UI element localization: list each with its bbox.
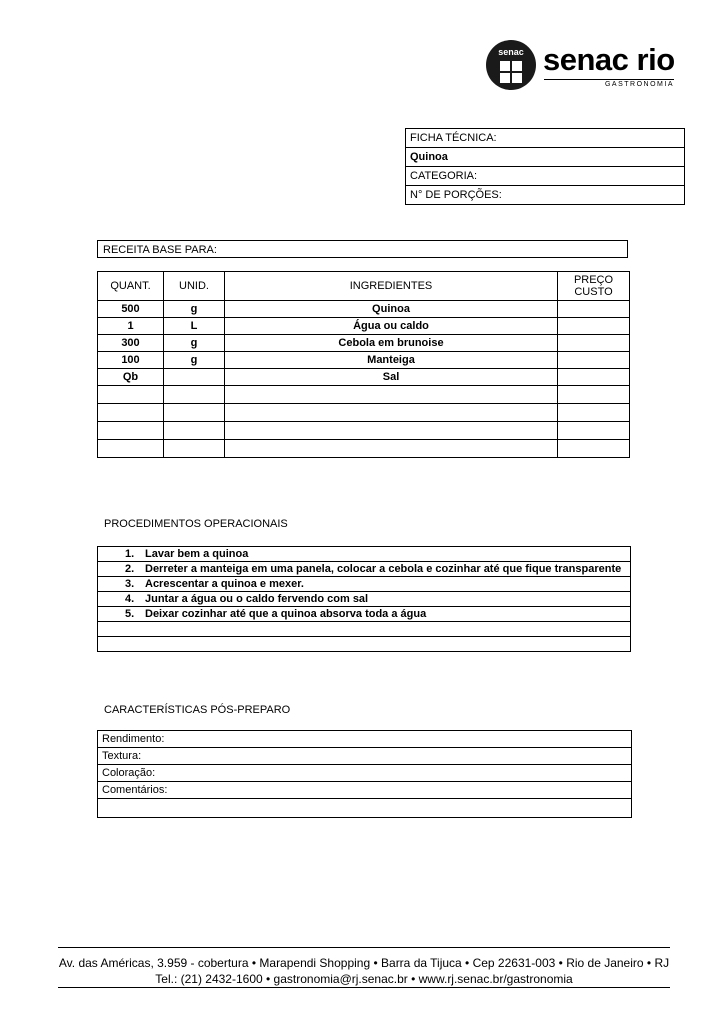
list-item xyxy=(98,607,631,622)
cell-preco xyxy=(558,369,630,386)
cell-unid: g xyxy=(164,335,225,352)
step-number: 3. xyxy=(125,578,135,590)
cell-ingrediente: Quinoa xyxy=(225,301,558,318)
list-item xyxy=(98,562,631,577)
cell-unid: g xyxy=(164,352,225,369)
ficha-title: FICHA TÉCNICA: xyxy=(406,129,685,148)
table-row xyxy=(98,352,630,369)
list-item xyxy=(98,547,631,562)
textura-label: Textura: xyxy=(98,748,632,765)
table-row-empty xyxy=(98,386,630,404)
ficha-tecnica-table xyxy=(405,128,685,205)
cell-unid: g xyxy=(164,301,225,318)
procedimentos-table xyxy=(97,546,631,652)
footer-divider-bottom xyxy=(58,987,670,988)
cell-unid: L xyxy=(164,318,225,335)
procedimentos-title: PROCEDIMENTOS OPERACIONAIS xyxy=(104,518,288,530)
list-item xyxy=(98,592,631,607)
cell-preco xyxy=(558,301,630,318)
footer-address: Av. das Américas, 3.959 - cobertura • Marapendi Shopping • Barra da Tijuca • Cep 22631-003 • Rio de Janeiro • RJ xyxy=(58,956,670,970)
cell-quant: 300 xyxy=(98,335,164,352)
header-quant: QUANT. xyxy=(98,272,164,301)
ingredients-table xyxy=(97,271,630,458)
caracteristicas-table xyxy=(97,730,632,818)
cell-unid xyxy=(164,369,225,386)
table-row-empty xyxy=(98,404,630,422)
ingredients-header-row xyxy=(98,272,630,301)
list-item xyxy=(98,782,632,799)
logo-emblem-icon xyxy=(486,40,536,90)
step-number: 5. xyxy=(125,608,135,620)
step-number: 4. xyxy=(125,593,135,605)
ficha-categoria: CATEGORIA: xyxy=(406,167,685,186)
list-item xyxy=(98,731,632,748)
footer-contact: Tel.: (21) 2432-1600 • gastronomia@rj.senac.br • www.rj.senac.br/gastronomia xyxy=(155,972,573,986)
cell-preco xyxy=(558,318,630,335)
step-text: Acrescentar a quinoa e mexer. xyxy=(145,578,304,590)
cell-ingrediente: Sal xyxy=(225,369,558,386)
step-text: Derreter a manteiga em uma panela, colocar a cebola e cozinhar até que fique transparente xyxy=(145,563,622,575)
list-item-empty xyxy=(98,637,631,652)
ficha-recipe-name: Quinoa xyxy=(406,148,685,167)
list-item-empty xyxy=(98,799,632,818)
list-item-empty xyxy=(98,622,631,637)
receita-base-field: RECEITA BASE PARA: xyxy=(97,240,628,258)
list-item xyxy=(98,577,631,592)
table-row-empty xyxy=(98,422,630,440)
cell-quant: 100 xyxy=(98,352,164,369)
list-item xyxy=(98,765,632,782)
cell-quant: Qb xyxy=(98,369,164,386)
table-row xyxy=(98,318,630,335)
table-row-empty xyxy=(98,440,630,458)
logo-badge-text: senac xyxy=(498,47,524,57)
cell-preco xyxy=(558,335,630,352)
table-row xyxy=(98,301,630,318)
cell-ingrediente: Água ou caldo xyxy=(225,318,558,335)
step-text: Lavar bem a quinoa xyxy=(145,548,249,560)
table-row xyxy=(98,335,630,352)
table-row xyxy=(98,369,630,386)
rendimento-label: Rendimento: xyxy=(98,731,632,748)
comentarios-label: Comentários: xyxy=(98,782,632,799)
cell-ingrediente: Cebola em brunoise xyxy=(225,335,558,352)
header-preco-custo xyxy=(558,272,630,301)
logo-subtitle: GASTRONOMIA xyxy=(604,81,674,88)
logo-divider xyxy=(544,79,674,80)
header-custo: CUSTO xyxy=(574,286,613,298)
cell-preco xyxy=(558,352,630,369)
header-unid: UNID. xyxy=(164,272,225,301)
header-preco: PREÇO xyxy=(573,274,614,286)
footer-divider-top xyxy=(58,947,670,948)
coloracao-label: Coloração: xyxy=(98,765,632,782)
cell-quant: 1 xyxy=(98,318,164,335)
step-text: Juntar a água ou o caldo fervendo com sal xyxy=(145,593,369,605)
logo-name: senac rio xyxy=(543,42,675,77)
senac-rio-logo xyxy=(486,40,676,92)
step-text: Deixar cozinhar até que a quinoa absorva toda a água xyxy=(145,608,427,620)
step-number: 2. xyxy=(125,563,135,575)
cell-quant: 500 xyxy=(98,301,164,318)
step-number: 1. xyxy=(125,548,135,560)
header-ingredientes: INGREDIENTES xyxy=(225,272,558,301)
cell-ingrediente: Manteiga xyxy=(225,352,558,369)
caracteristicas-title: CARACTERÍSTICAS PÓS-PREPARO xyxy=(104,704,291,716)
ficha-porcoes: N° DE PORÇÕES: xyxy=(406,186,685,205)
list-item xyxy=(98,748,632,765)
